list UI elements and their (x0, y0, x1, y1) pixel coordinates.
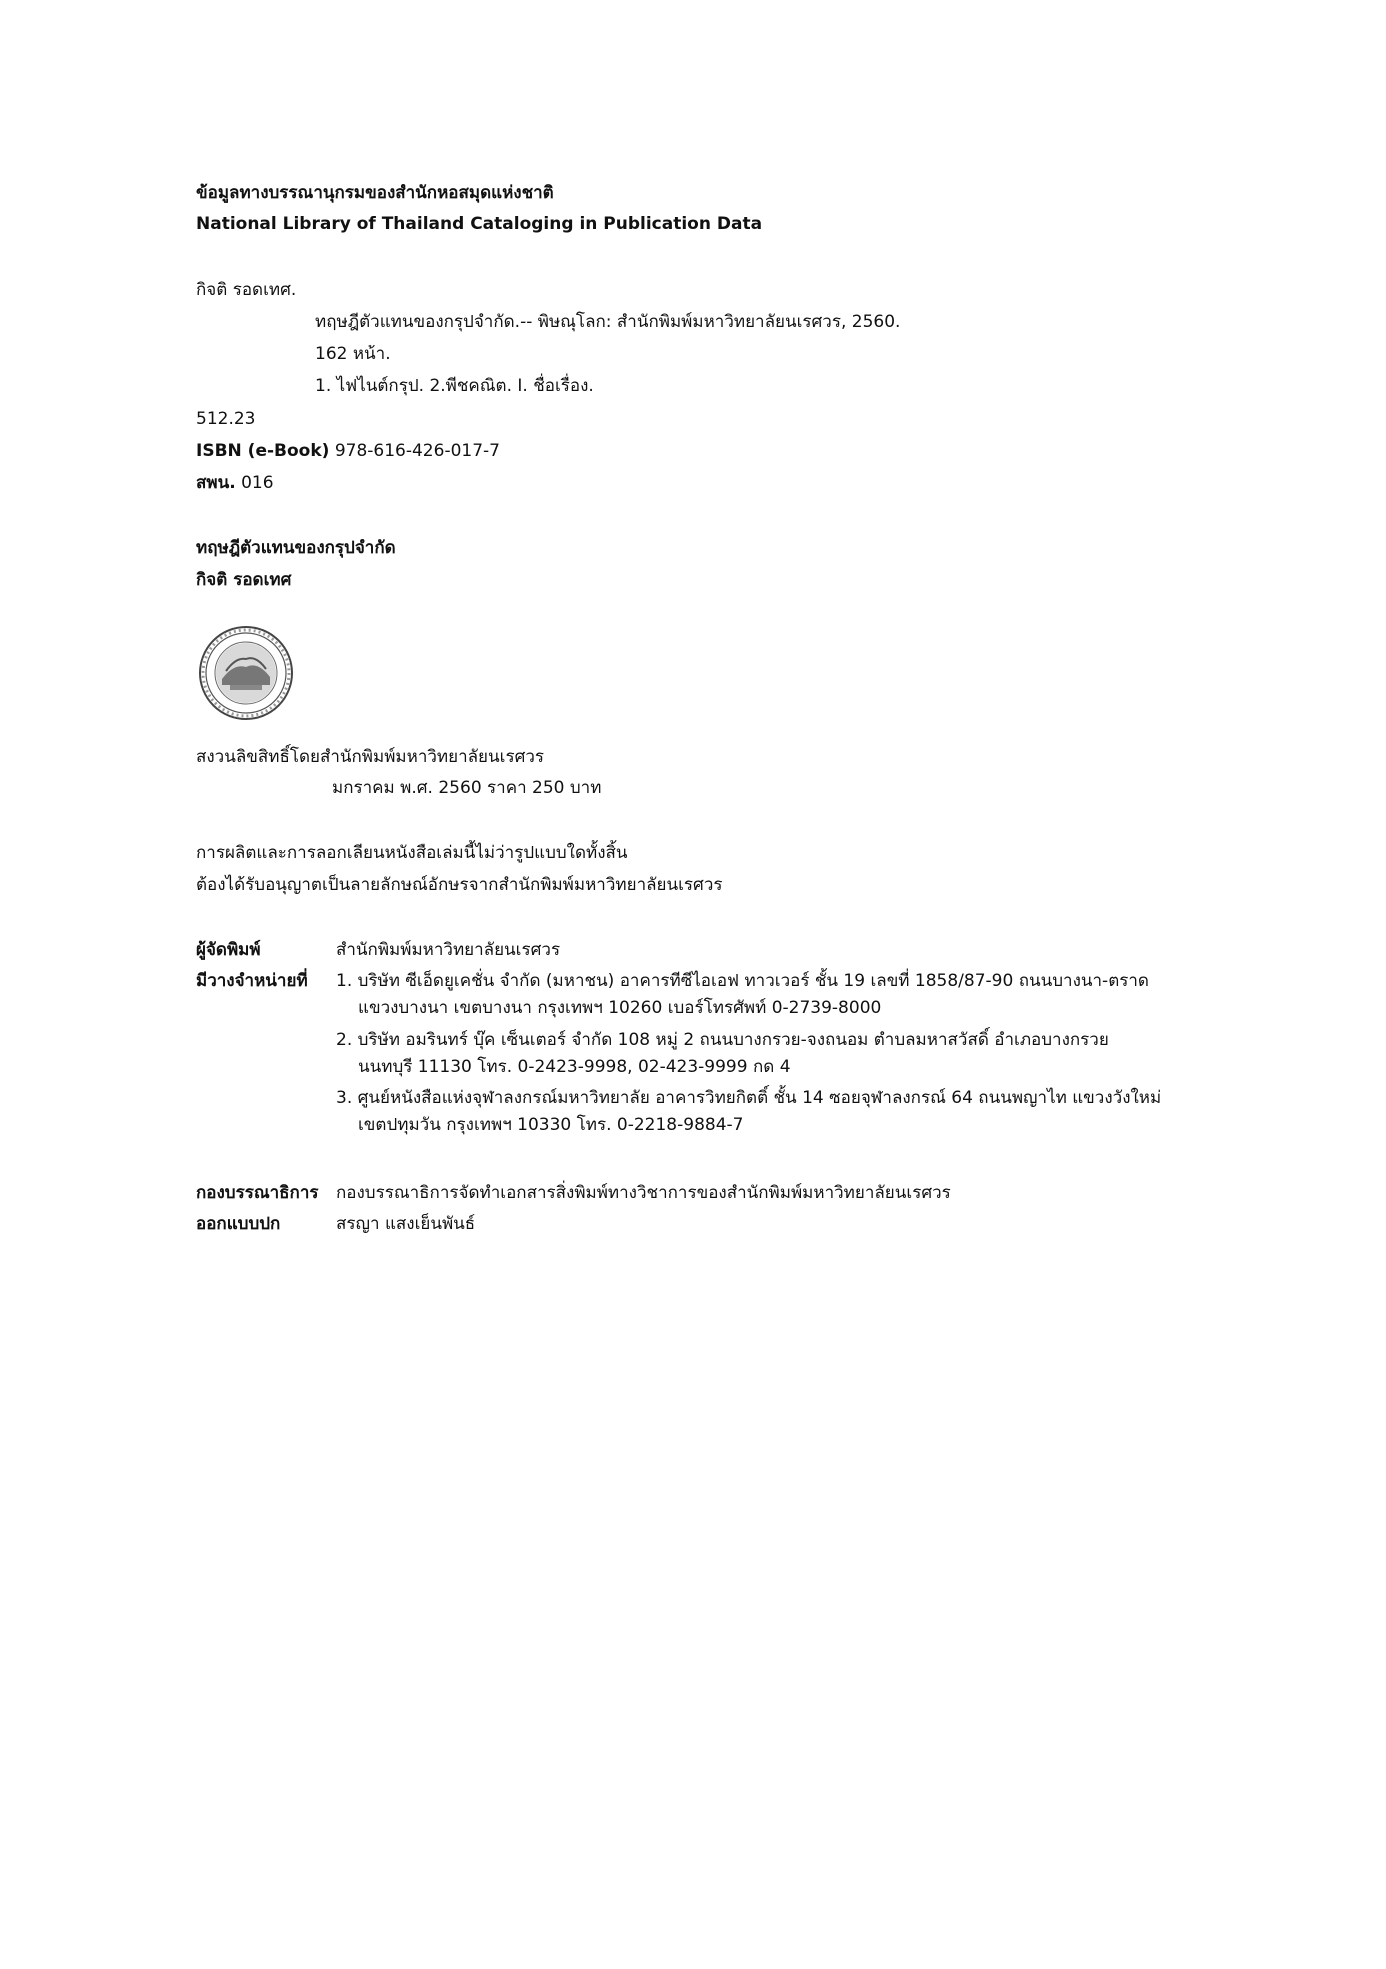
publisher-section (196, 940, 1196, 1147)
list-item (336, 1030, 1196, 1079)
cip-author: กิจติ รอดเทศ. (196, 279, 297, 300)
distributor-address: เขตปทุมวัน กรุงเทพฯ 10330 โทร. 0-2218-9884-7 (358, 1115, 744, 1136)
copyright-section (196, 747, 1196, 800)
list-item (336, 1088, 1196, 1137)
distributor-line: 1. บริษัท ซีเอ็ดยูเคชั่น จำกัด (มหาชน) อาคารทีซีไอเอฟ ทาวเวอร์ ชั้น 19 เลขที่ 1858/87-90 ถนนบางนา-ตราด (336, 971, 1149, 991)
distributor-address: แขวงบางนา เขตบางนา กรุงเทพฯ 10260 เบอร์โทรศัพท์ 0-2739-8000 (358, 998, 882, 1019)
cip-heading-english: National Library of Thailand Cataloging in Publication Data (196, 214, 763, 235)
reproduction-line-2: ต้องได้รับอนุญาตเป็นลายลักษณ์อักษรจากสำนักพิมพ์มหาวิทยาลัยนเรศวร (196, 874, 723, 895)
distributor-line: 3. ศูนย์หนังสือแห่งจุฬาลงกรณ์มหาวิทยาลัย อาคารวิทยกิตติ์ ชั้น 14 ซอยจุฬาลงกรณ์ 64 ถนนพญาไท แขวงวังใหม่ (336, 1088, 1162, 1108)
editorial-value: กองบรรณาธิการจัดทำเอกสารสิ่งพิมพ์ทางวิชาการของสำนักพิมพ์มหาวิทยาลัยนเรศวร (336, 1182, 951, 1203)
cover-design-label: ออกแบบปก (196, 1213, 281, 1234)
cip-subjects: 1. ไฟไนต์กรุป. 2.พีชคณิต. I. ชื่อเรื่อง. (315, 376, 594, 397)
cip-record (196, 280, 1196, 495)
cip-pages: 162 หน้า. (315, 344, 391, 364)
spn-label: สพน. (196, 473, 236, 493)
cip-heading-thai: ข้อมูลทางบรรณานุกรมของสำนักหอสมุดแห่งชาติ (196, 183, 554, 203)
reproduction-line-1: การผลิตและการลอกเลียนหนังสือเล่มนี้ไม่ว่ารูปแบบใดทั้งสิ้น (196, 843, 628, 864)
book-author: กิจติ รอดเทศ (196, 569, 292, 590)
isbn-label: ISBN (e-Book) (196, 440, 330, 461)
distributor-line: 2. บริษัท อมรินทร์ บุ๊ค เซ็นเตอร์ จำกัด 108 หมู่ 2 ถนนบางกรวย-จงถนอม ตำบลมหาสวัสดิ์ อำเภอบางกรวย (336, 1029, 1109, 1050)
cip-title-line: ทฤษฎีตัวแทนของกรุปจำกัด.-- พิษณุโลก: สำนักพิมพ์มหาวิทยาลัยนเรศวร, 2560. (315, 311, 901, 332)
publisher-value: สำนักพิมพ์มหาวิทยาลัยนเรศวร (336, 939, 561, 960)
edition-price: มกราคม พ.ศ. 2560 ราคา 250 บาท (332, 778, 602, 798)
publisher-row (196, 940, 1196, 961)
isbn-value: 978-616-426-017-7 (334, 440, 500, 461)
cover-design-row (196, 1214, 1196, 1235)
reproduction-notice (196, 843, 1196, 896)
university-seal-icon (196, 623, 296, 723)
spn-value: 016 (241, 473, 274, 493)
distributors-label: มีวางจำหน่ายที่ (196, 971, 308, 991)
cover-design-value: สรญา แสงเย็นพันธ์ (336, 1213, 476, 1234)
title-block (196, 538, 1196, 591)
editorial-label: กองบรรณาธิการ (196, 1182, 319, 1203)
editorial-row (196, 1183, 1196, 1204)
editorial-section (196, 1183, 1196, 1236)
book-title: ทฤษฎีตัวแทนของกรุปจำกัด (196, 538, 396, 559)
copyright-page (196, 183, 1196, 1235)
cip-spn (196, 473, 1196, 494)
cip-classification: 512.23 (196, 408, 256, 429)
list-item (336, 971, 1196, 1020)
publisher-label: ผู้จัดพิมพ์ (196, 939, 261, 960)
distributor-list (336, 971, 1196, 1137)
cip-isbn (196, 441, 1196, 462)
distributors-row (196, 971, 1196, 1147)
distributor-address: นนทบุรี 11130 โทร. 0-2423-9998, 02-423-9999 กด 4 (358, 1056, 791, 1077)
copyright-notice: สงวนลิขสิทธิ์โดยสำนักพิมพ์มหาวิทยาลัยนเรศวร (196, 746, 545, 767)
